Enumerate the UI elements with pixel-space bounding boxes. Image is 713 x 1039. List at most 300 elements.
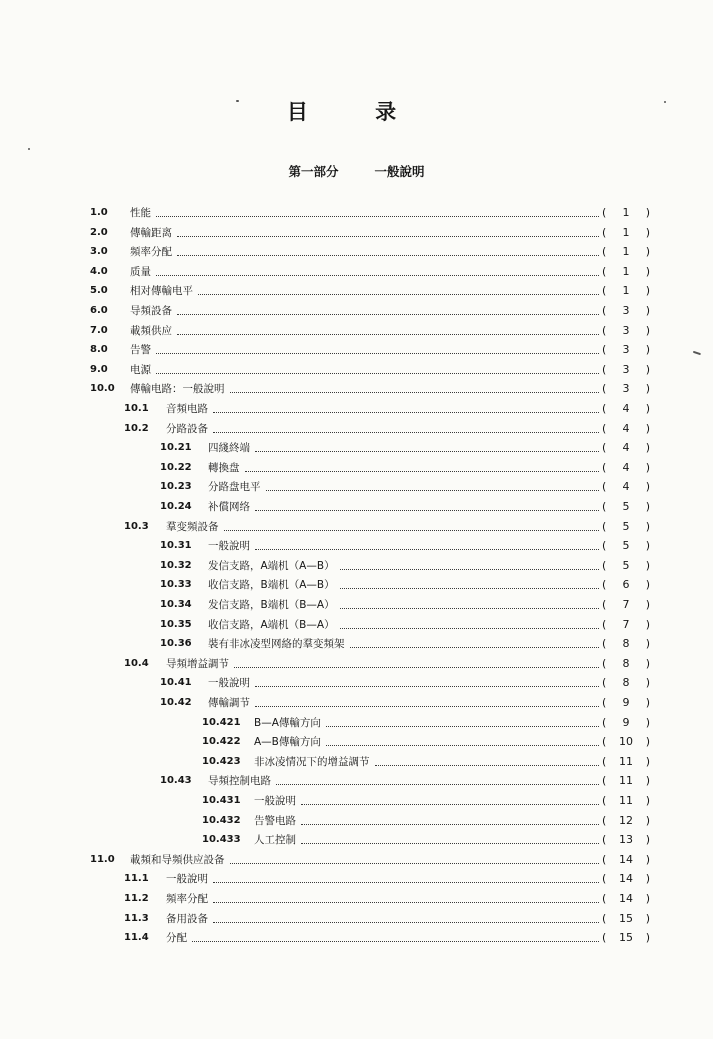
page-close-paren: ) — [645, 813, 650, 827]
toc-entry[interactable] — [160, 674, 650, 692]
toc-entry[interactable] — [202, 812, 650, 830]
toc-entry-title: 音頻电路 — [166, 403, 208, 415]
page-close-paren: ) — [645, 343, 650, 357]
toc-page-ref — [602, 890, 650, 908]
page-open-paren: ( — [602, 813, 607, 827]
toc-entry-page: 9 — [622, 715, 630, 729]
toc-entry-title: 性能 — [130, 207, 151, 219]
toc-entry-title: 导頻設备 — [130, 305, 172, 317]
toc-entry-page: 5 — [622, 539, 630, 553]
toc-page-ref — [602, 400, 650, 418]
dot-leader — [276, 783, 599, 785]
toc-entry-title: 分路設备 — [166, 422, 208, 435]
toc-entry-title: 发信支路，B端机（B—A） — [208, 599, 335, 611]
page-open-paren: ( — [602, 264, 607, 278]
dot-leader — [301, 803, 599, 805]
toc-entry[interactable] — [124, 929, 650, 947]
page-open-paren: ( — [602, 774, 607, 788]
page-close-paren: ) — [645, 558, 650, 572]
toc-entry[interactable] — [90, 204, 650, 222]
dot-leader — [301, 823, 599, 825]
toc-entry-number: 10.21 — [160, 442, 192, 454]
toc-entry-title: 傳輸調节 — [208, 697, 250, 709]
toc-entry-page: 11 — [619, 754, 633, 768]
toc-entry[interactable] — [160, 557, 650, 575]
toc-entry-title: A—B傳輸方向 — [254, 736, 321, 749]
toc-entry[interactable] — [90, 380, 650, 398]
toc-entry-page: 15 — [619, 911, 633, 925]
toc-entry-page: 12 — [619, 813, 633, 827]
dot-leader — [340, 587, 599, 589]
dot-leader — [213, 921, 599, 923]
toc-entry-title: 导頻增益調节 — [166, 657, 229, 670]
toc-entry-title: 备用設备 — [166, 912, 208, 925]
dot-leader — [177, 313, 599, 315]
toc-entry-title: 一般說明 — [208, 540, 250, 553]
toc-entry-page: 5 — [622, 558, 630, 572]
toc-entry-page: 14 — [619, 872, 633, 886]
toc-entry-title: 轉換盘 — [208, 461, 240, 474]
page-close-paren: ) — [645, 892, 650, 905]
toc-entry-title: 頻率分配 — [130, 246, 172, 259]
toc-entry-title: 一般說明 — [254, 795, 296, 807]
toc-page-ref — [602, 243, 650, 261]
toc-entry-number: 11.1 — [124, 873, 149, 885]
toc-page-ref — [602, 596, 650, 614]
dot-leader — [213, 901, 599, 903]
dot-leader — [177, 235, 599, 237]
dot-leader — [230, 862, 600, 864]
dot-leader — [340, 568, 599, 570]
scan-speck — [693, 351, 701, 355]
toc-entry-page: 14 — [619, 892, 633, 905]
toc-entry-page: 11 — [619, 794, 633, 807]
toc-entry-title: 导頻控制电路 — [208, 775, 271, 788]
page-close-paren: ) — [645, 872, 650, 886]
toc-entry[interactable] — [90, 322, 650, 340]
toc-entry-title: 載頻供应 — [130, 324, 172, 337]
toc-entry-number: 10.421 — [202, 716, 241, 728]
toc-entry-number: 2.0 — [90, 226, 108, 238]
toc-entry[interactable] — [90, 243, 650, 261]
page-open-paren: ( — [602, 931, 607, 945]
scan-speck — [664, 101, 666, 103]
dot-leader — [301, 842, 599, 844]
page-open-paren: ( — [602, 715, 607, 729]
toc-entry-number: 10.432 — [202, 814, 241, 826]
dot-leader — [213, 411, 599, 413]
dot-leader — [255, 548, 599, 550]
toc-entry-page: 11 — [619, 774, 633, 788]
toc-page-ref — [602, 831, 650, 849]
page-open-paren: ( — [602, 323, 607, 337]
toc-page-ref — [602, 263, 650, 281]
toc-entry-title: 一般說明 — [166, 873, 208, 886]
toc-entry-title: 非冰凌情况下的增益調节 — [254, 755, 370, 768]
page-open-paren: ( — [602, 558, 607, 572]
toc-page-ref — [602, 870, 650, 888]
dot-leader — [266, 489, 600, 491]
toc-entry-number: 10.42 — [160, 697, 192, 708]
toc-page-ref — [602, 655, 650, 673]
toc-entry-page: 4 — [622, 460, 630, 474]
dot-leader — [156, 215, 599, 217]
toc-entry-title: 收信支路，A端机（B—A） — [208, 618, 335, 631]
section-name-label: 一般說明 — [374, 164, 425, 179]
toc-entry[interactable] — [90, 302, 650, 320]
toc-page-ref — [602, 616, 650, 634]
scan-speck — [28, 148, 30, 150]
toc-entry-page: 1 — [622, 245, 630, 259]
toc-entry[interactable] — [160, 439, 650, 457]
toc-entry-number: 10.22 — [160, 461, 192, 473]
dot-leader — [350, 646, 600, 648]
toc-entry-page: 3 — [622, 343, 630, 357]
toc-entry-title: 告警电路 — [254, 814, 296, 827]
toc-entry-number: 11.0 — [90, 853, 115, 865]
toc-entry-number: 10.423 — [202, 755, 241, 767]
toc-page-ref — [602, 576, 650, 594]
toc-page-ref — [602, 224, 650, 242]
toc-entry-number: 10.32 — [160, 559, 192, 571]
page-open-paren: ( — [602, 343, 607, 357]
toc-entry-page: 3 — [622, 323, 630, 337]
page-open-paren: ( — [602, 656, 607, 670]
toc-entry[interactable] — [124, 518, 650, 536]
toc-entry-number: 10.36 — [160, 638, 192, 650]
toc-entry-page: 9 — [622, 696, 630, 709]
toc-entry-title: 发信支路，A端机（A—B） — [208, 559, 335, 572]
toc-entry[interactable] — [124, 890, 650, 908]
page-open-paren: ( — [602, 362, 607, 376]
toc-entry-title: 分配 — [166, 932, 187, 945]
page-open-paren: ( — [602, 578, 607, 592]
dot-leader — [255, 705, 599, 707]
page-open-paren: ( — [602, 245, 607, 259]
toc-entry[interactable] — [90, 361, 650, 379]
dot-leader — [192, 940, 599, 942]
toc-page-ref — [602, 478, 650, 496]
toc-entry[interactable] — [160, 694, 650, 712]
toc-entry-title: 收信支路，B端机（A—B） — [208, 579, 335, 592]
toc-entry-number: 10.3 — [124, 520, 149, 532]
toc-entry-page: 1 — [622, 284, 630, 298]
toc-page-ref — [602, 753, 650, 771]
toc-entry-number: 10.34 — [160, 599, 192, 610]
toc-entry[interactable] — [90, 224, 650, 242]
page-open-paren: ( — [602, 754, 607, 768]
toc-entry[interactable] — [90, 263, 650, 281]
page-close-paren: ) — [645, 225, 650, 239]
toc-entry-page: 5 — [622, 500, 630, 513]
toc-entry[interactable] — [90, 851, 650, 869]
dot-leader — [340, 627, 599, 629]
toc-page-ref — [602, 694, 650, 712]
page-close-paren: ) — [645, 852, 650, 866]
toc-entry[interactable] — [124, 910, 650, 928]
toc-page-ref — [602, 322, 650, 340]
page-close-paren: ) — [645, 911, 650, 925]
toc-entry-number: 10.4 — [124, 657, 149, 669]
toc-page-ref — [602, 341, 650, 359]
page-close-paren: ) — [645, 735, 650, 749]
page-close-paren: ) — [645, 774, 650, 788]
toc-entry-page: 3 — [622, 304, 630, 317]
toc-entry-title: 裝有非冰凌型网絡的羣变頻架 — [208, 638, 345, 651]
toc-entry[interactable] — [124, 400, 650, 418]
toc-entry-page: 3 — [622, 362, 630, 376]
page-close-paren: ) — [645, 264, 650, 278]
toc-entry[interactable] — [202, 792, 650, 810]
toc-page-ref — [602, 204, 650, 222]
dot-leader — [245, 470, 600, 472]
toc-entry[interactable] — [160, 478, 650, 496]
page-open-paren: ( — [602, 637, 607, 651]
toc-entry-number: 10.31 — [160, 540, 192, 552]
toc-entry-page: 5 — [622, 519, 630, 533]
toc-entry-number: 10.43 — [160, 775, 192, 787]
dot-leader — [326, 725, 599, 727]
toc-entry-page: 4 — [622, 421, 630, 435]
page-open-paren: ( — [602, 696, 607, 709]
page-open-paren: ( — [602, 402, 607, 415]
page-close-paren: ) — [645, 794, 650, 807]
dot-leader — [177, 333, 599, 335]
toc-entry[interactable] — [202, 714, 650, 732]
page-close-paren: ) — [645, 931, 650, 945]
page-close-paren: ) — [645, 598, 650, 611]
toc-entry-number: 5.0 — [90, 285, 108, 297]
toc-entry-number: 9.0 — [90, 363, 108, 375]
toc-page-ref — [602, 772, 650, 790]
toc-entry-page: 4 — [622, 441, 630, 455]
toc-entry-page: 7 — [622, 617, 630, 631]
page-close-paren: ) — [645, 539, 650, 553]
toc-page-ref — [602, 557, 650, 575]
toc-entry-number: 10.35 — [160, 618, 192, 630]
page-open-paren: ( — [602, 225, 607, 239]
toc-entry-title: 质量 — [130, 265, 151, 278]
dot-leader — [375, 764, 600, 766]
toc-entry[interactable] — [160, 635, 650, 653]
page-close-paren: ) — [645, 519, 650, 533]
toc-entry-number: 10.422 — [202, 736, 241, 748]
toc-page-ref — [602, 439, 650, 457]
toc-entry-page: 1 — [622, 225, 630, 239]
toc-entry-number: 10.431 — [202, 795, 241, 806]
dot-leader — [224, 529, 600, 531]
toc-entry-number: 10.0 — [90, 383, 115, 395]
page-close-paren: ) — [645, 304, 650, 317]
page-close-paren: ) — [645, 637, 650, 651]
toc-entry-title: 羣变頻設备 — [166, 520, 219, 533]
toc-page-ref — [602, 714, 650, 732]
page-open-paren: ( — [602, 676, 607, 690]
dot-leader — [156, 352, 599, 354]
page-open-paren: ( — [602, 872, 607, 886]
toc-entry-number: 10.33 — [160, 579, 192, 591]
toc-entry-number: 11.2 — [124, 893, 149, 904]
toc-entry-number: 11.4 — [124, 932, 149, 944]
toc-entry[interactable] — [160, 616, 650, 634]
toc-entry-title: 傳輸电路：一般說明 — [130, 383, 225, 396]
section-part-label: 第一部分 — [288, 164, 339, 179]
page-close-paren: ) — [645, 362, 650, 376]
dot-leader — [326, 744, 599, 746]
toc-page-ref — [602, 635, 650, 653]
page-close-paren: ) — [645, 480, 650, 494]
page-close-paren: ) — [645, 284, 650, 298]
toc-entry-title: 分路盘电平 — [208, 481, 261, 494]
toc-entry-page: 1 — [622, 264, 630, 278]
toc-entry-page: 13 — [619, 833, 633, 847]
toc-entry-title: 补償网络 — [208, 501, 250, 513]
page-close-paren: ) — [645, 656, 650, 670]
dot-leader — [234, 666, 599, 668]
toc-entry-title: 一般說明 — [208, 677, 250, 690]
page-open-paren: ( — [602, 911, 607, 925]
page-close-paren: ) — [645, 402, 650, 415]
page-open-paren: ( — [602, 284, 607, 298]
toc-page-ref — [602, 498, 650, 516]
page-close-paren: ) — [645, 754, 650, 768]
toc-entry-number: 1.0 — [90, 207, 108, 218]
dot-leader — [213, 881, 599, 883]
dot-leader — [255, 450, 599, 452]
dot-leader — [230, 391, 600, 393]
toc-entry-page: 1 — [622, 206, 630, 219]
page-open-paren: ( — [602, 617, 607, 631]
page-open-paren: ( — [602, 460, 607, 474]
toc-entry-number: 11.3 — [124, 912, 149, 924]
page-close-paren: ) — [645, 617, 650, 631]
page-open-paren: ( — [602, 833, 607, 847]
toc-entry-title: 相对傳輸电平 — [130, 285, 193, 298]
page-open-paren: ( — [602, 794, 607, 807]
page-close-paren: ) — [645, 382, 650, 396]
toc-page-ref — [602, 851, 650, 869]
toc-page-ref — [602, 674, 650, 692]
page-close-paren: ) — [645, 715, 650, 729]
toc-entry[interactable] — [202, 733, 650, 751]
toc-entry[interactable] — [160, 537, 650, 555]
toc-entry-title: 告警 — [130, 344, 151, 357]
page-close-paren: ) — [645, 833, 650, 847]
toc-entry-number: 10.2 — [124, 422, 149, 434]
toc-entry-page: 8 — [622, 676, 630, 690]
toc-entry[interactable] — [202, 831, 650, 849]
toc-entry[interactable] — [90, 282, 650, 300]
toc-entry[interactable] — [160, 772, 650, 790]
toc-entry-page: 15 — [619, 931, 633, 945]
dot-leader — [156, 372, 599, 374]
toc-page-ref — [602, 910, 650, 928]
page-close-paren: ) — [645, 676, 650, 690]
toc-entry-page: 14 — [619, 852, 633, 866]
toc-entry-number: 6.0 — [90, 305, 108, 316]
scan-speck — [236, 100, 239, 102]
toc-entry[interactable] — [160, 498, 650, 516]
page-title: 目 录 — [286, 99, 427, 124]
toc-entry-page: 8 — [622, 656, 630, 670]
page-close-paren: ) — [645, 500, 650, 513]
page-open-paren: ( — [602, 206, 607, 219]
page-close-paren: ) — [645, 441, 650, 455]
toc-entry-number: 10.41 — [160, 677, 192, 689]
page-close-paren: ) — [645, 696, 650, 709]
toc-entry[interactable] — [90, 341, 650, 359]
toc-page-ref — [602, 361, 650, 379]
page-close-paren: ) — [645, 578, 650, 592]
toc-entry-page: 3 — [622, 382, 630, 396]
toc-page-ref — [602, 929, 650, 947]
toc-entry-title: 人工控制 — [254, 834, 296, 847]
dot-leader — [198, 293, 599, 295]
page-close-paren: ) — [645, 245, 650, 259]
toc-entry-title: 頻率分配 — [166, 893, 208, 905]
toc-entry[interactable] — [124, 870, 650, 888]
page-close-paren: ) — [645, 460, 650, 474]
toc-page-ref — [602, 302, 650, 320]
page-open-paren: ( — [602, 500, 607, 513]
dot-leader — [177, 254, 599, 256]
toc-entry-page: 4 — [622, 402, 630, 415]
toc-entry-title: B—A傳輸方向 — [254, 716, 321, 729]
toc-entry[interactable] — [160, 596, 650, 614]
page-open-paren: ( — [602, 735, 607, 749]
toc-page-ref — [602, 792, 650, 810]
toc-entry-page: 4 — [622, 480, 630, 494]
dot-leader — [156, 274, 599, 276]
toc-entry-page: 8 — [622, 637, 630, 651]
toc-entry-title: 傳輸距离 — [130, 226, 172, 239]
toc-entry[interactable] — [160, 576, 650, 594]
toc-entry-number: 3.0 — [90, 246, 108, 258]
page-open-paren: ( — [602, 304, 607, 317]
toc-entry-number: 10.1 — [124, 403, 149, 414]
dot-leader — [340, 607, 599, 609]
toc-entry-page: 6 — [622, 578, 630, 592]
toc-entry[interactable] — [202, 753, 650, 771]
page-close-paren: ) — [645, 206, 650, 219]
toc-entry-title: 載頻和导頻供应設备 — [130, 853, 225, 866]
toc-page-ref — [602, 518, 650, 536]
toc-entry[interactable] — [160, 459, 650, 477]
toc-page-ref — [602, 420, 650, 438]
toc-entry-number: 7.0 — [90, 324, 108, 336]
page-open-paren: ( — [602, 421, 607, 435]
dot-leader — [255, 685, 599, 687]
section-heading — [0, 162, 713, 180]
page-close-paren: ) — [645, 421, 650, 435]
dot-leader — [213, 431, 599, 433]
page-open-paren: ( — [602, 480, 607, 494]
page-open-paren: ( — [602, 852, 607, 866]
toc-entry-number: 10.23 — [160, 481, 192, 493]
page-open-paren: ( — [602, 598, 607, 611]
page-close-paren: ) — [645, 323, 650, 337]
toc-entry[interactable] — [124, 420, 650, 438]
toc-page-ref — [602, 380, 650, 398]
toc-entry-number: 4.0 — [90, 265, 108, 277]
dot-leader — [255, 509, 599, 511]
toc-entry-number: 10.24 — [160, 501, 192, 512]
toc-entry-number: 8.0 — [90, 344, 108, 356]
page-open-paren: ( — [602, 441, 607, 455]
toc-page-ref — [602, 733, 650, 751]
toc-entry[interactable] — [124, 655, 650, 673]
toc-page-ref — [602, 282, 650, 300]
